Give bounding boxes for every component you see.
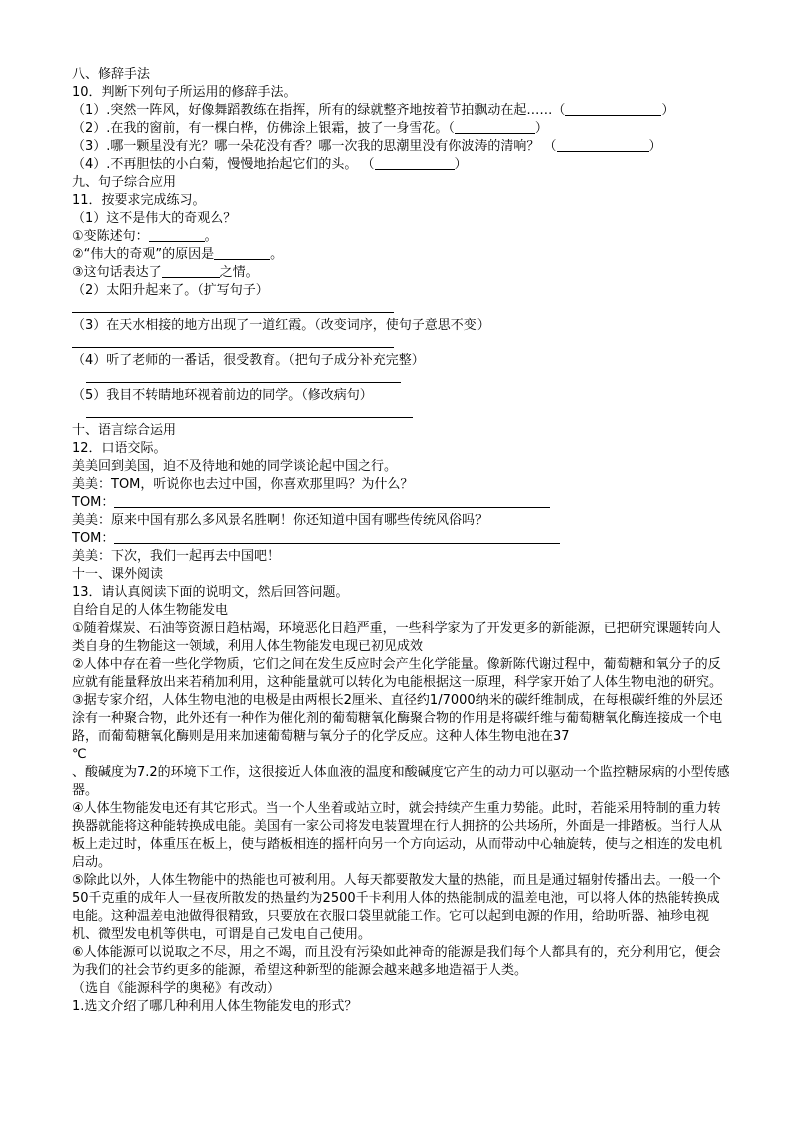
answer-blank[interactable] [565,102,661,116]
article-paragraph-4: ④人体生物能发电还有其它形式。当一个人坐着或站立时，就会持续产生重力势能。此时，若能采用特制的重力转换器就能将这种能转换成电能。美国有一家公司将发电装置埋在行人拥挤的公共场所，外面是一排踏板。当行人从板上走过时，体重压在板上，使与踏板相连的摇杆向另一个方向运动，从而带动中心轴旋转，使与之相连的发电机启动。 [72,801,723,870]
q10-item-1-close: ） [661,103,675,118]
answer-blank[interactable] [114,530,560,544]
q11-part-1a-end: 。 [204,229,218,244]
article-paragraph-3b: 、酸碱度为7.2的环境下工作，这很接近人体血液的温度和酸碱度它产生的动力可以驱动一个监控糖尿病的小型传感器。 [72,765,730,798]
answer-blank[interactable] [149,228,205,242]
section-10-heading: 十、语言综合运用 [72,423,177,438]
answer-line[interactable] [72,300,394,313]
section-8-heading: 八、修辞手法 [72,67,151,82]
q11-part-4: （4）听了老师的一番话，很受教育。（把句子成分补充完整） [72,353,425,368]
q10-item-1-text: （1）.突然一阵风，好像舞蹈教练在指挥，所有的绿就整齐地按着节拍飘动在起……（ [72,103,566,118]
q11-part-1b-text: ②“伟大的奇观”的原因是 [72,247,215,262]
question-10: 10．判断下列句子所运用的修辞手法。 [72,85,297,100]
question-12: 12．口语交际。 [72,441,167,456]
answer-blank[interactable] [375,156,455,170]
tom-label-2: TOM： [72,531,115,546]
q11-part-1: （1）这不是伟大的奇观么？ [72,211,237,226]
q10-item-3-text: （3）.哪一颗星没有光？哪一朵花没有香？哪一次我的思潮里没有你波涛的清响？ （ [72,139,557,154]
answer-blank[interactable] [455,120,535,134]
dialogue-line-2: 美美：原来中国有那么多风景名胜啊！你还知道中国有哪些传统风俗吗？ [72,513,489,528]
answer-line[interactable] [72,335,394,348]
article-paragraph-6: ⑥人体能源可以说取之不尽，用之不竭，而且没有污染如此神奇的能源是我们每个人都具有的，充分利用它，便会为我们的社会节约更多的能源，希望这种新型的能源会越来越多地造福于人类。 [72,945,721,978]
answer-blank[interactable] [114,494,550,508]
answer-line[interactable] [86,405,413,418]
q10-item-2-close: ） [534,121,548,136]
degree-symbol: ℃ [72,747,87,762]
q10-item-4-text: （4）.不再胆怯的小白菊，慢慢地抬起它们的头。 （ [72,157,375,172]
answer-blank[interactable] [214,246,270,260]
q11-part-3: （3）在天水相接的地方出现了一道红霞。（改变词序，使句子意思不变） [72,318,490,333]
dialogue-line-1: 美美：TOM，听说你也去过中国，你喜欢那里吗？为什么？ [72,477,414,492]
article-paragraph-3a: ③据专家介绍，人体生物电池的电极是由两根长2厘米、直径约1/7000纳米的碳纤维制成，在每根碳纤维的外层还涂有一种聚合物，此外还有一种作为催化剂的葡萄糖氧化酶聚合物的作用是将碳纤维与葡萄糖氧化酶连接成一个电路，而葡萄糖氧化酶则是用来加速葡萄糖与氧分子的化学反应。这种人体生物电池在37 [72,693,723,744]
question-13: 13．请认真阅读下面的说明文，然后回答问题。 [72,585,349,600]
dialogue-intro: 美美回到美国，迫不及待地和她的同学谈论起中国之行。 [72,459,398,474]
dialogue-line-3: 美美：下次，我们一起再去中国吧！ [72,549,281,564]
q10-item-4 [72,156,732,174]
answer-blank[interactable] [162,264,220,278]
reading-question-1: 1.选文介绍了哪几种利用人体生物能发电的形式？ [72,999,358,1014]
article-paragraph-2: ②人体中存在着一些化学物质，它们之间在发生反应时会产生化学能量。像新陈代谢过程中，葡萄糖和氧分子的反应就有能量释放出来若稍加利用，这种能量就可以转化为电能根据这一原理，科学家开始了人体生物电池的研究。 [72,657,723,690]
article-title: 自给自足的人体生物能发电 [72,603,229,618]
section-11-heading: 十一、课外阅读 [72,567,164,582]
q10-item-4-close: ） [454,157,468,172]
q11-part-1a-text: ①变陈述句： [72,229,149,244]
worksheet-page [72,66,732,1016]
question-11: 11．按要求完成练习。 [72,193,206,208]
q10-item-2-text: （2）.在我的窗前，有一棵白桦，仿佛涂上银霜，披了一身雪花。（ [72,121,455,136]
q11-part-1b-end: 。 [270,247,284,262]
q11-part-1a [72,228,732,246]
q10-item-2 [72,120,732,138]
article-source: （选自《能源科学的奥秘》有改动） [72,981,281,996]
q11-part-5: （5）我目不转睛地环视着前边的同学。（修改病句） [72,388,373,403]
q11-part-1c-end: 之情。 [219,265,259,280]
q10-item-3 [72,138,732,156]
section-9-heading: 九、句子综合应用 [72,175,177,190]
answer-line[interactable] [86,370,401,383]
article-paragraph-1: ①随着煤炭、石油等资源日趋枯竭，环境恶化日趋严重，一些科学家为了开发更多的新能源，已把研究课题转向人类自身的生物能这一领域，利用人体生物能发电现已初见成效 [72,621,721,654]
q10-item-1 [72,102,732,120]
answer-blank[interactable] [557,138,649,152]
tom-label-1: TOM： [72,495,115,510]
article-paragraph-5: ⑤除此以外，人体生物能中的热能也可被利用。人每天都要散发大量的热能，而且是通过辐射传播出去。一般一个50千克重的成年人一昼夜所散发的热量约为2500千卡利用人体的热能制成的温差电池，可以将人体的热能转换成电能。这种温差电池做得很精致，只要放在衣服口袋里就能工作。它可以起到电源的作用，给助听器、袖珍电视机、微型发电机等供电，可谓是自己发电自己使用。 [72,873,721,942]
q11-part-2: （2）太阳升起来了。（扩写句子） [72,283,269,298]
tom-answer-1 [72,494,732,512]
tom-answer-2 [72,530,732,548]
q11-part-1b [72,246,732,264]
q11-part-1c-text: ③这句话表达了 [72,265,162,280]
q10-item-3-close: ） [648,139,662,154]
q11-part-1c [72,264,732,282]
